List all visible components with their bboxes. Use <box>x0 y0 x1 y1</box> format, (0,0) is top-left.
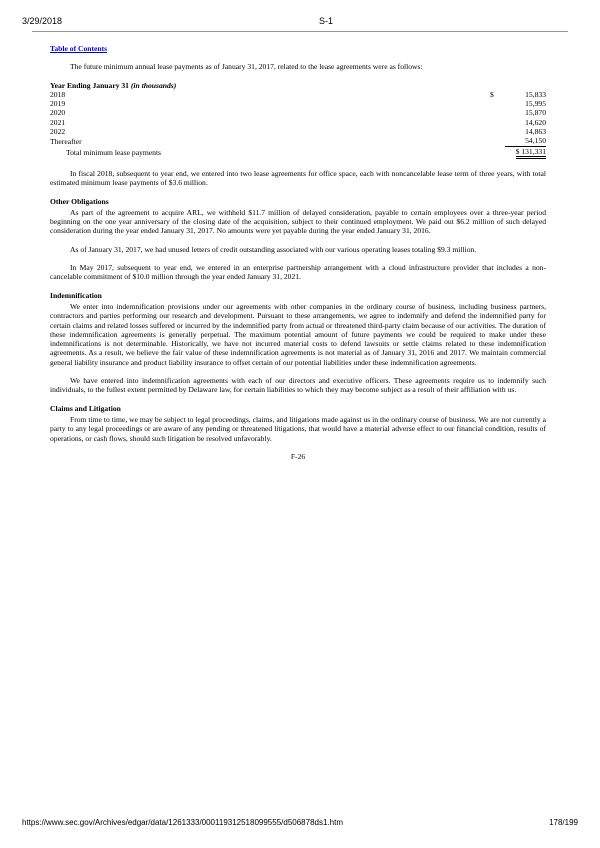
row-value: $ 15,833 <box>490 89 546 99</box>
table-header: Year Ending January 31 (in thousands) <box>50 80 177 90</box>
row-value: 54,150 <box>476 136 546 146</box>
row-label: Thereafter <box>50 136 82 146</box>
table-row <box>50 108 546 117</box>
row-label: 2022 <box>50 127 66 137</box>
header-divider <box>32 31 568 32</box>
row-label: 2018 <box>50 89 66 99</box>
table-row <box>50 118 546 127</box>
table-row <box>50 136 546 146</box>
total-label: Total minimum lease payments <box>66 148 162 158</box>
other-obligations-paragraph: As part of the agreement to acquire ARL, we withheld $11.7 million of delayed consideration, payable to certain employees over a three-year period beginning on the one year anniversary of the closing date of the acquisition, subject to their continued employment. We paid out $6.2 million of such delayed consideration during the year ended January 31, 2017. No amounts were yet payable during the year ended January 31, 2016. <box>50 207 546 236</box>
row-value: 14,863 <box>525 127 546 137</box>
claims-heading: Claims and Litigation <box>50 403 121 413</box>
print-title: S-1 <box>319 16 334 26</box>
row-value: 14,620 <box>525 117 546 127</box>
indemnification-paragraph: We have entered into indemnification agreements with each of our directors and executive officers. These agreements require us to indemnify such individuals, to the fullest extent permitted by Delaware law, for certain liabilities to which they may become subject as a result of their affiliation with us. <box>50 376 546 395</box>
print-header <box>0 0 600 40</box>
document-body <box>50 44 546 461</box>
fiscal-2018-paragraph: In fiscal 2018, subsequent to year end, we entered into two lease agreements for office space, each with noncancelable lease term of three years, with total estimated minimum lease payments of $3.6 million. <box>50 168 546 188</box>
row-label: 2019 <box>50 99 66 109</box>
page-url: https://www.sec.gov/Archives/edgar/data/1261333/000119312518099555/d506878ds1.htm <box>22 818 343 827</box>
claims-paragraph: From time to time, we may be subject to legal proceedings, claims, and litigations made against us in the ordinary course of business. We are not currently a party to any legal proceedings or are aware of any pending or threatened litigations, that would have a material adverse effect to our financial condition, results of operations, or cash flows, should such litigation be resolved unfavorably. <box>50 414 546 443</box>
other-obligations-heading: Other Obligations <box>50 196 109 206</box>
table-row <box>50 90 546 99</box>
indemnification-paragraph: We enter into indemnification provisions under our agreements with other companies in the ordinary course of business, including business partners, contractors and parties performing our research and development. Pursuant to these arrangements, we agree to indemnify and defend the indemnified party for certain claims and related losses suffered or incurred by the indemnified party from actual or threatened third-party claim because of our activities. The duration of these indemnification agreements is generally perpetual. The maximum potential amount of future payments we could be required to make under these indemnifications is not determinable. Historically, we have not incurred material costs to defend lawsuits or settle claims related to these indemnification agreements. As a result, we believe the fair value of these indemnification agreements is not material as of January 31, 2016 and 2017. We maintain commercial general liability insurance and product liability insurance to offset certain of our potential liabilities under these indemnification agreements. <box>50 301 546 367</box>
total-value: $ 131,331 <box>476 147 546 159</box>
row-label: 2020 <box>50 108 66 118</box>
other-obligations-paragraph: As of January 31, 2017, we had unused letters of credit outstanding associated with our various operating leases totaling $9.3 million. <box>70 244 477 254</box>
indemnification-heading: Indemnification <box>50 290 102 300</box>
row-value: 15,870 <box>525 108 546 118</box>
table-of-contents-link[interactable]: Table of Contents <box>50 44 108 53</box>
print-date: 3/29/2018 <box>22 16 63 26</box>
table-total-row <box>50 147 546 159</box>
page-counter: 178/199 <box>549 818 578 827</box>
row-label: 2021 <box>50 117 66 127</box>
table-row <box>50 127 546 136</box>
other-obligations-paragraph: In May 2017, subsequent to year end, we entered in an enterprise partnership arrangement with a cloud infrastructure provider that includes a non-cancelable commitment of $10.0 million through the year ended January 31, 2021. <box>50 263 546 282</box>
table-header-row <box>50 81 546 90</box>
table-row <box>50 99 546 108</box>
row-value: 15,995 <box>525 99 546 109</box>
lease-payments-table <box>50 81 546 159</box>
page-number: F-26 <box>290 451 306 461</box>
lease-intro-paragraph: The future minimum annual lease payments as of January 31, 2017, related to the lease agreements were as follows: <box>70 62 423 72</box>
